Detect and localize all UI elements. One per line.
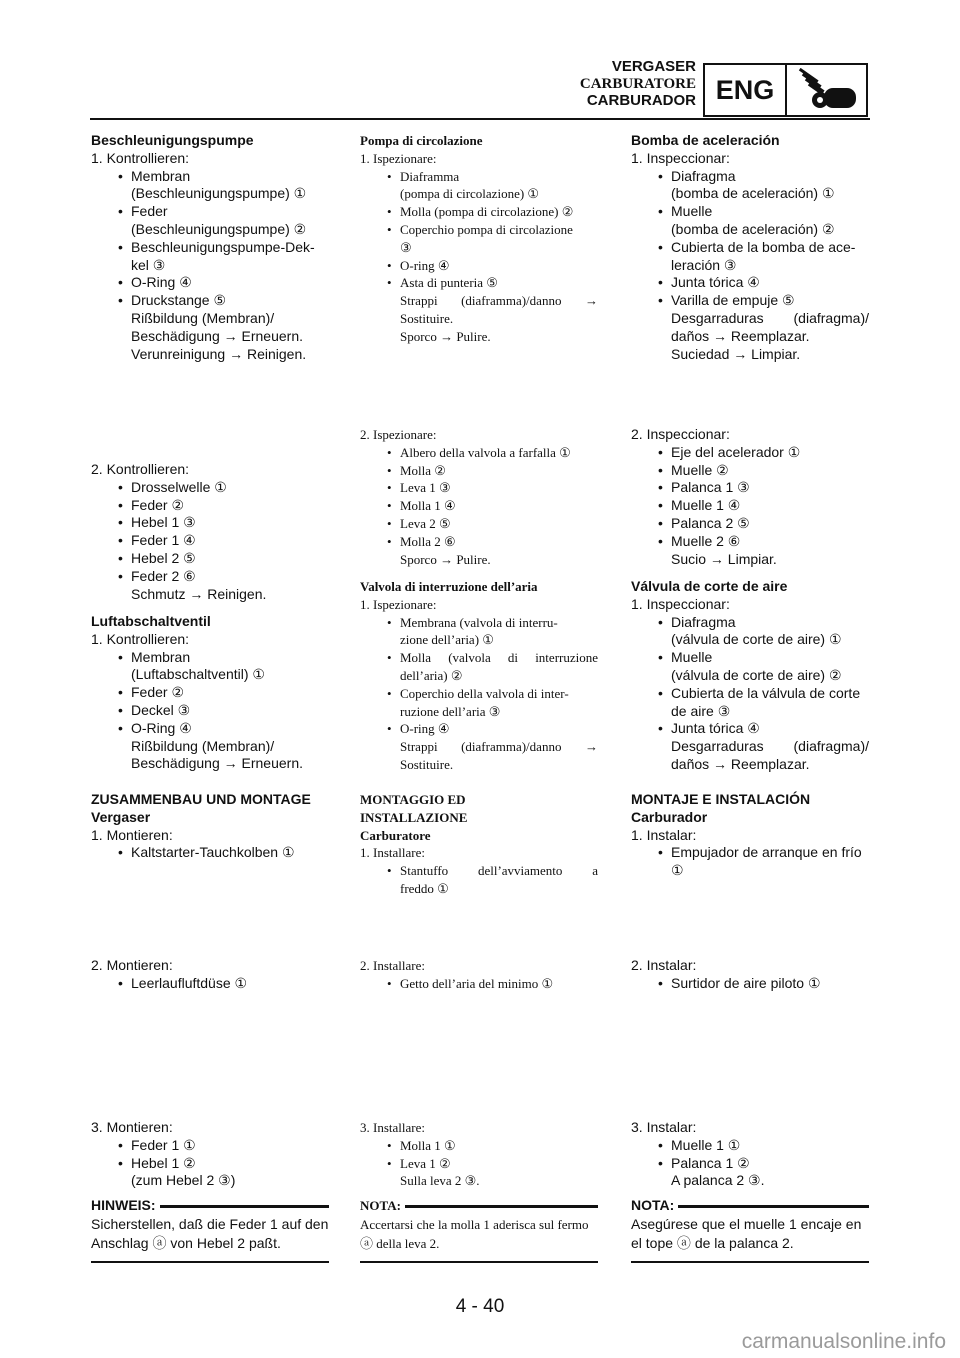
note-label: NOTA: bbox=[360, 1198, 401, 1214]
step: 1. Ispezionare: bbox=[360, 596, 437, 612]
section-heading: MONTAGGIO ED bbox=[360, 792, 466, 807]
list-item: Verunreinigung → Reinigen. bbox=[131, 345, 307, 362]
list-item: • Diafragma bbox=[631, 168, 869, 186]
note-rule bbox=[160, 1205, 329, 1208]
list-item: • Coperchio pompa di circolazione bbox=[360, 221, 598, 239]
list-item: • Diaframma bbox=[360, 168, 598, 186]
section-heading: INSTALLAZIONE bbox=[360, 809, 468, 825]
title-de: VERGASER bbox=[611, 58, 696, 75]
list-item: dell’aria) ② bbox=[400, 667, 463, 683]
list-item: Desgarraduras (diafragma)/ bbox=[671, 738, 869, 755]
it-assembly-section bbox=[360, 791, 598, 898]
list-item: • Muelle bbox=[631, 649, 869, 667]
list-item: • Feder 1 ① bbox=[91, 1137, 329, 1155]
section-heading: Beschleunigungspumpe bbox=[91, 132, 254, 148]
step: 1. Installare: bbox=[360, 845, 425, 861]
list-item: • Varilla de empuje ⑤ bbox=[631, 292, 869, 310]
list-item: daños → Reemplazar. bbox=[671, 755, 810, 772]
list-item: zione dell’aria) ① bbox=[400, 632, 494, 648]
section-heading: Luftabschaltventil bbox=[91, 613, 211, 629]
list-item: Sporco → Pulire. bbox=[400, 551, 491, 567]
list-item: (Luftabschaltventil) ① bbox=[131, 666, 265, 683]
it-throttle-section bbox=[360, 426, 598, 568]
note-heading bbox=[360, 1197, 598, 1215]
list-item: • Kaltstarter-Tauchkolben ① bbox=[91, 844, 329, 862]
list-item: • Junta tórica ④ bbox=[631, 720, 869, 738]
section-heading: ZUSAMMENBAU UND MONTAGE bbox=[91, 791, 311, 807]
step: 2. Inspeccionar: bbox=[631, 426, 730, 442]
it-asm3-section bbox=[360, 1119, 598, 1263]
list-item: • Getto dell’aria del minimo ① bbox=[360, 975, 598, 993]
list-item: • Coperchio della valvola di inter- bbox=[360, 685, 598, 703]
section-heading: Valvola di interruzione dell’aria bbox=[360, 579, 538, 594]
step: 2. Montieren: bbox=[91, 957, 173, 973]
list-item: A palanca 2 ③. bbox=[671, 1172, 765, 1189]
list-item: • Molla ② bbox=[360, 462, 598, 480]
list-item: Desgarraduras (diafragma)/ bbox=[671, 309, 869, 326]
de-assembly-section bbox=[91, 791, 329, 862]
list-item: • Eje del acelerador ① bbox=[631, 444, 869, 462]
list-item: freddo ① bbox=[400, 880, 449, 896]
it-cutoff-section bbox=[360, 578, 598, 774]
note-bottom-rule bbox=[91, 1261, 329, 1263]
list-item: Schmutz → Reinigen. bbox=[131, 585, 267, 602]
step: 3. Montieren: bbox=[91, 1119, 173, 1135]
de-asm3-section bbox=[91, 1119, 329, 1263]
list-item: • Feder bbox=[91, 203, 329, 221]
section-heading: Válvula de corte de aire bbox=[631, 578, 788, 594]
list-item: (válvula de corte de aire) ② bbox=[671, 666, 842, 683]
list-item: daños → Reemplazar. bbox=[671, 327, 810, 344]
list-item: • Albero della valvola a farfalla ① bbox=[360, 444, 598, 462]
es-throttle-section bbox=[631, 426, 869, 568]
watermark: carmanualsonline.info bbox=[741, 1330, 946, 1353]
list-item: de aire ③ bbox=[671, 702, 731, 719]
list-item: • Muelle 1 ① bbox=[631, 1137, 869, 1155]
list-item: Sostituire. bbox=[400, 756, 454, 772]
list-item: • Drosselwelle ① bbox=[91, 479, 329, 497]
list-item: Sostituire. bbox=[400, 310, 454, 326]
title-it: CARBURATORE bbox=[579, 76, 696, 92]
note-box bbox=[360, 1197, 598, 1263]
list-item: • Palanca 1 ② bbox=[631, 1155, 869, 1173]
es-assembly-section bbox=[631, 791, 869, 880]
note-label: HINWEIS: bbox=[91, 1197, 156, 1214]
section-badge-label: ENG bbox=[705, 65, 787, 115]
list-item: • Leva 1 ② bbox=[360, 1155, 598, 1173]
note-rule bbox=[678, 1205, 869, 1208]
list-item: • Hebel 1 ② bbox=[91, 1155, 329, 1173]
list-item: • Cubierta de la bomba de ace- bbox=[631, 239, 869, 257]
list-item: • Feder ② bbox=[91, 684, 329, 702]
step: 2. Ispezionare: bbox=[360, 427, 437, 442]
note-body: Sicherstellen, daß die Feder 1 auf den Anschlag ⓐ von Hebel 2 paßt. bbox=[91, 1215, 329, 1251]
list-item: • Palanca 1 ③ bbox=[631, 479, 869, 497]
list-item: • Membran bbox=[91, 649, 329, 667]
note-heading bbox=[631, 1197, 869, 1215]
engine-icon bbox=[787, 65, 866, 115]
list-item: • Stantuffo dell’avviamento a bbox=[360, 862, 598, 880]
de-asm2-section bbox=[91, 957, 329, 993]
list-item: • Leerlaufluftdüse ① bbox=[91, 975, 329, 993]
list-item: • Muelle 1 ④ bbox=[631, 497, 869, 515]
list-item: • Molla 1 ① bbox=[360, 1137, 598, 1155]
list-item: • Feder 1 ④ bbox=[91, 532, 329, 550]
list-item: • Druckstange ⑤ bbox=[91, 292, 329, 310]
it-pump-section bbox=[360, 132, 598, 346]
list-item: • Surtidor de aire piloto ① bbox=[631, 975, 869, 993]
list-item: • Muelle bbox=[631, 203, 869, 221]
step: 3. Installare: bbox=[360, 1120, 425, 1135]
list-item: Sporco → Pulire. bbox=[400, 328, 491, 344]
step: 2. Installare: bbox=[360, 958, 425, 973]
list-item: • Empujador de arranque en frío bbox=[631, 844, 869, 862]
step: 1. Ispezionare: bbox=[360, 150, 437, 166]
step: 1. Inspeccionar: bbox=[631, 595, 730, 612]
step: 2. Instalar: bbox=[631, 957, 697, 973]
step: 1. Kontrollieren: bbox=[91, 149, 190, 166]
list-item: Rißbildung (Membran)/ bbox=[131, 737, 275, 754]
list-item: (zum Hebel 2 ③) bbox=[131, 1172, 236, 1189]
list-item: • Deckel ③ bbox=[91, 702, 329, 720]
section-heading: Bomba de aceleración bbox=[631, 132, 780, 148]
list-item: • Membran bbox=[91, 168, 329, 186]
list-item: • Molla (pompa di circolazione) ② bbox=[360, 203, 598, 221]
list-item: ③ bbox=[400, 239, 412, 255]
step: 3. Instalar: bbox=[631, 1119, 697, 1135]
list-item: • Molla (valvola di interruzione bbox=[360, 649, 598, 667]
section-heading: Pompa di circolazione bbox=[360, 133, 483, 148]
list-item: (Beschleunigungspumpe) ② bbox=[131, 220, 307, 237]
section-subheading: Carburatore bbox=[360, 827, 431, 843]
note-bottom-rule bbox=[360, 1261, 598, 1263]
list-item: leración ③ bbox=[671, 256, 737, 273]
page-number: 4 - 40 bbox=[455, 1296, 505, 1317]
de-throttle-section bbox=[91, 461, 329, 603]
list-item: Sulla leva 2 ③. bbox=[400, 1173, 480, 1189]
list-item: • Cubierta de la válvula de corte bbox=[631, 685, 869, 703]
list-item: (válvula de corte de aire) ① bbox=[671, 631, 842, 648]
list-item: • Membrana (valvola di interru- bbox=[360, 614, 598, 632]
es-pump-section bbox=[631, 132, 869, 363]
note-box bbox=[631, 1197, 869, 1263]
section-heading: MONTAJE E INSTALACIÓN bbox=[631, 791, 811, 807]
note-heading bbox=[91, 1197, 329, 1215]
de-pump-section bbox=[91, 132, 329, 363]
header-rule bbox=[90, 118, 870, 120]
section-badge bbox=[703, 63, 868, 117]
list-item: • Muelle ② bbox=[631, 462, 869, 480]
list-item: Beschädigung → Erneuern. bbox=[131, 327, 303, 344]
list-item: • Leva 1 ③ bbox=[360, 479, 598, 497]
it-asm2-section bbox=[360, 957, 598, 993]
list-item: • Muelle 2 ⑥ bbox=[631, 533, 869, 551]
list-item: (Beschleunigungspumpe) ① bbox=[131, 185, 307, 202]
step: 1. Inspeccionar: bbox=[631, 149, 730, 166]
list-item: • Asta di punteria ⑤ bbox=[360, 274, 598, 292]
step: 1. Montieren: bbox=[91, 826, 173, 843]
list-item: Rißbildung (Membran)/ bbox=[131, 309, 275, 326]
list-item: (bomba de aceleración) ① bbox=[671, 185, 835, 202]
list-item: Strappi (diaframma)/danno → bbox=[400, 293, 598, 309]
list-item: • Feder 2 ⑥ bbox=[91, 568, 329, 586]
step: 1. Kontrollieren: bbox=[91, 630, 190, 647]
list-item: • Hebel 1 ③ bbox=[91, 514, 329, 532]
list-item: • Molla 1 ④ bbox=[360, 497, 598, 515]
note-rule bbox=[405, 1205, 598, 1208]
es-asm3-section bbox=[631, 1119, 869, 1263]
section-subheading: Vergaser bbox=[91, 808, 151, 825]
list-item: (bomba de aceleración) ② bbox=[671, 220, 835, 237]
list-item: • O-ring ④ bbox=[360, 257, 598, 275]
list-item: • Diafragma bbox=[631, 614, 869, 632]
title-es: CARBURADOR bbox=[586, 92, 696, 109]
list-item: • O-Ring ④ bbox=[91, 720, 329, 738]
list-item: Beschädigung → Erneuern. bbox=[131, 755, 303, 772]
list-item: Suciedad → Limpiar. bbox=[671, 345, 801, 362]
list-item: • O-ring ④ bbox=[360, 720, 598, 738]
list-item: (pompa di circolazione) ① bbox=[400, 186, 540, 202]
list-item: • Hebel 2 ⑤ bbox=[91, 550, 329, 568]
list-item: • Beschleunigungspumpe-Dek- bbox=[91, 239, 329, 257]
list-item: • Palanca 2 ⑤ bbox=[631, 515, 869, 533]
note-bottom-rule bbox=[631, 1261, 869, 1263]
section-subheading: Carburador bbox=[631, 808, 708, 825]
note-label: NOTA: bbox=[631, 1197, 675, 1214]
list-item: Strappi (diaframma)/danno → bbox=[400, 739, 598, 755]
note-body: Accertarsi che la molla 1 aderisca sul fermo ⓐ della leva 2. bbox=[360, 1216, 589, 1251]
step: 2. Kontrollieren: bbox=[91, 461, 190, 477]
list-item: • Junta tórica ④ bbox=[631, 274, 869, 292]
es-cutoff-section bbox=[631, 578, 869, 774]
list-item: ruzione dell’aria ③ bbox=[400, 703, 501, 719]
list-item: • O-Ring ④ bbox=[91, 274, 329, 292]
note-body: Asegúrese que el muelle 1 encaje en el tope ⓐ de la palanca 2. bbox=[631, 1215, 862, 1251]
de-cutoff-section bbox=[91, 613, 329, 773]
note-box bbox=[91, 1197, 329, 1263]
list-item: Sucio → Limpiar. bbox=[671, 550, 777, 567]
es-asm2-section bbox=[631, 957, 869, 993]
list-item: • Leva 2 ⑤ bbox=[360, 515, 598, 533]
list-item: • Feder ② bbox=[91, 497, 329, 515]
list-item: ① bbox=[671, 862, 684, 879]
step: 1. Instalar: bbox=[631, 826, 697, 843]
list-item: • Molla 2 ⑥ bbox=[360, 533, 598, 551]
list-item: kel ③ bbox=[131, 256, 166, 273]
header-titles bbox=[580, 58, 696, 110]
